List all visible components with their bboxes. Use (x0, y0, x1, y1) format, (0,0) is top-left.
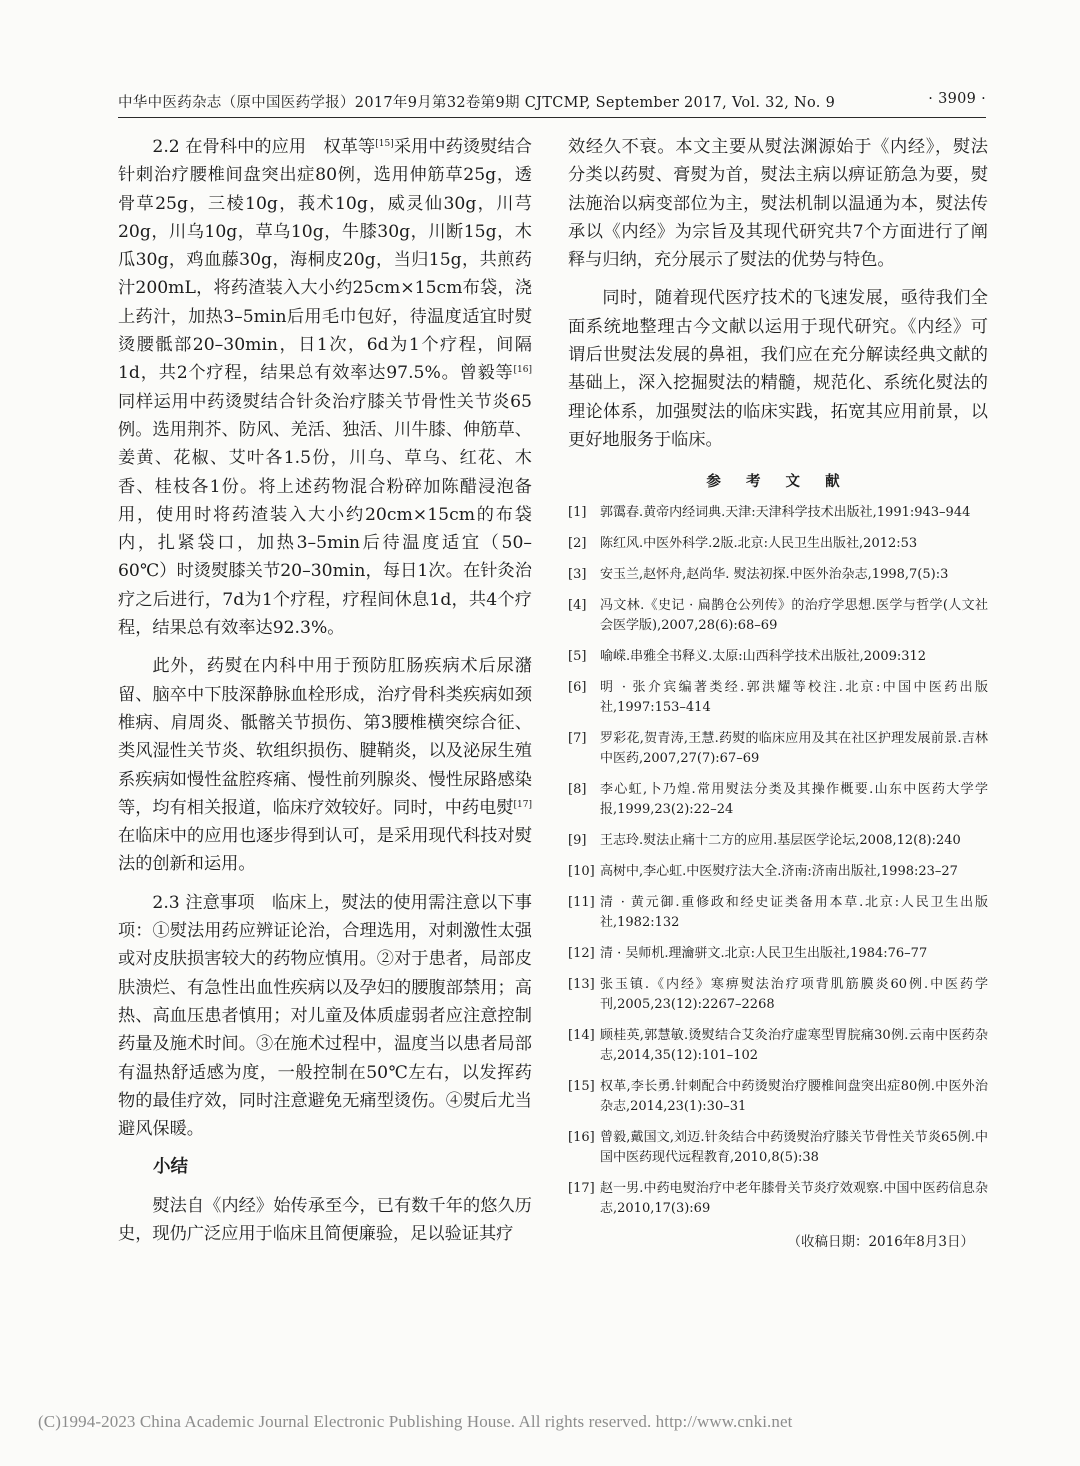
citation-link[interactable]: [17] (513, 799, 532, 810)
reference-item (568, 1077, 988, 1117)
reference-number: [10] (568, 863, 595, 879)
reference-text: 顾桂英,郭慧敏.烫熨结合艾灸治疗虚寒型胃脘痛30例.云南中医药杂志,2014,35(12):101–102 (600, 1027, 988, 1063)
reference-number: [2] (568, 535, 587, 551)
reference-text: 安玉兰,赵怀舟,赵尚华. 熨法初探.中医外治杂志,1998,7(5):3 (600, 566, 949, 582)
reference-text: 曾毅,戴国文,刘迈.针灸结合中药烫熨治疗膝关节骨性关节炎65例.中国中医药现代远程教育,2010,8(5):38 (600, 1129, 988, 1165)
citation-link[interactable]: [16] (513, 365, 532, 376)
reference-number: [3] (568, 566, 587, 582)
reference-text: 李心虹,卜乃煌.常用熨法分类及其操作概要.山东中医药大学学报,1999,23(2):22–24 (600, 781, 988, 817)
reference-list (568, 503, 988, 1219)
outlook-paragraph: 同时，随着现代医疗技术的飞速发展，亟待我们全面系统地整理古今文献以运用于现代研究。《内经》可谓后世熨法发展的鼻祖，我们应在充分解读经典文献的基础上，深入挖掘熨法的精髓，规范化、系统化熨法的理论体系，加强熨法的临床实践，拓宽其应用前景，以更好地服务于临床。 (568, 288, 988, 450)
reference-item (568, 678, 988, 718)
reference-number: [1] (568, 504, 587, 520)
journal-citation: 中华中医药杂志（原中国医药学报）2017年9月第32卷第9期 CJTCMP, September 2017, Vol. 32, No. 9 (118, 95, 836, 111)
reference-item (568, 503, 988, 523)
reference-text: 清 · 吴师机.理瀹骈文.北京:人民卫生出版社,1984:76–77 (600, 945, 928, 961)
reference-text: 高树中,李心虹.中医熨疗法大全.济南:济南出版社,1998:23–27 (600, 863, 958, 879)
citation-link[interactable]: [15] (375, 139, 394, 149)
reference-text: 陈红风.中医外科学.2版.北京:人民卫生出版社,2012:53 (600, 535, 918, 551)
reference-item (568, 831, 988, 851)
summary-paragraph: 熨法自《内经》始传承至今，已有数千年的悠久历史，现仍广泛应用于临床且简便廉验，足以验证其疗 (118, 1195, 532, 1244)
section-2-2-paragraph: 2.2 在骨科中的应用 权革等[15]采用中药烫熨结合针刺治疗腰椎间盘突出症80例，选用伸筋草25g，透骨草25g，三棱10g，莪术10g，威灵仙30g，川芎20g，川乌10g，草乌10g，牛膝30g，川断15g，木瓜30g，鸡血藤30g，海桐皮20g，当归15g，共煎药汁200mL，将药渣装入大小约25cm×15cm布袋，浇上药汁，加热3–5min后用毛巾包好，待温度适宜时熨烫腰骶部20–30min，日1次，6d为1个疗程，间隔1d，共2个疗程，结果总有效率达97.5%。曾毅等[16]同样运用中药烫熨结合针灸治疗膝关节骨性关节炎65例。选用荆芥、防风、羌活、独活、川牛膝、伸筋草、姜黄、花椒、艾叶各1.5份，川乌、草乌、红花、木香、桂枝各1份。将上述药物混合粉碎加陈醋浸泡备用，使用时将药渣装入大小约20cm×15cm的布袋内，扎紧袋口，加热3–5min后待温度适宜（50–60℃）时烫熨膝关节20–30min，每日1次。在针灸治疗之后进行，7d为1个疗程，疗程间休息1d，共4个疗程，结果总有效率达92.3%。 (118, 137, 532, 639)
reference-item (568, 780, 988, 820)
reference-text: 权革,李长勇.针刺配合中药烫熨治疗腰椎间盘突出症80例.中医外治杂志,2014,23(1):30–31 (600, 1078, 988, 1114)
right-column (568, 133, 988, 1256)
reference-number: [5] (568, 648, 587, 664)
reference-text: 清 · 黄元御.重修政和经史证类备用本草.北京:人民卫生出版社,1982:132 (600, 894, 988, 930)
received-date: （收稿日期：2016年8月3日） (787, 1233, 974, 1250)
reference-number: [12] (568, 945, 595, 961)
reference-item (568, 565, 988, 585)
reference-text: 张玉镇.《内经》寒痹熨法治疗项背肌筋膜炎60例.中医药学刊,2005,23(12):2267–2268 (600, 976, 988, 1012)
reference-number: [6] (568, 679, 587, 695)
reference-item (568, 647, 988, 667)
reference-item (568, 1128, 988, 1168)
reference-item (568, 1179, 988, 1219)
reference-text: 赵一男.中药电熨治疗中老年膝骨关节炎疗效观察.中国中医药信息杂志,2010,17(3):69 (600, 1180, 988, 1216)
reference-number: [17] (568, 1180, 595, 1196)
reference-number: [7] (568, 730, 587, 746)
reference-item (568, 893, 988, 933)
internal-medicine-paragraph: 此外，药熨在内科中用于预防肛肠疾病术后尿潴留、脑卒中下肢深静脉血栓形成，治疗骨科类疾病如颈椎病、肩周炎、骶髂关节损伤、第3腰椎横突综合征、类风湿性关节炎、软组织损伤、腱鞘炎，以及泌尿生殖系疾病如慢性盆腔疼痛、慢性前列腺炎、慢性尿路感染等，均有相关报道，临床疗效较好。同时，中药电熨[17]在临床中的应用也逐步得到认可，是采用现代科技对熨法的创新和运用。 (118, 656, 532, 875)
summary-heading: 小结 (153, 1157, 188, 1178)
reference-number: [11] (568, 894, 595, 910)
reference-number: [15] (568, 1078, 595, 1094)
reference-number: [9] (568, 832, 587, 848)
reference-text: 喻嵘.串雅全书释义.太原:山西科学技术出版社,2009:312 (600, 648, 927, 664)
left-column (118, 133, 532, 1248)
reference-text: 冯文林.《史记 · 扁鹊仓公列传》的治疗学思想.医学与哲学(人文社会医学版),2007,28(6):68–69 (600, 597, 988, 633)
reference-text: 郭霭春.黄帝内经词典.天津:天津科学技术出版社,1991:943–944 (600, 504, 971, 520)
reference-number: [4] (568, 597, 587, 613)
copyright-footer: (C)1994-2023 China Academic Journal Electronic Publishing House. All rights reserved. http://www.cnki.net (38, 1412, 793, 1431)
reference-item (568, 534, 988, 554)
reference-number: [8] (568, 781, 587, 797)
reference-item (568, 596, 988, 636)
reference-number: [13] (568, 976, 595, 992)
summary-continued-paragraph: 效经久不衰。本文主要从熨法渊源始于《内经》，熨法分类以药熨、膏熨为首，熨法主病以痹证筋急为要，熨法施治以病变部位为主，熨法机制以温通为本，熨法传承以《内经》为宗旨及其现代研究共7个方面进行了阐释与归纳，充分展示了熨法的优势与特色。 (568, 137, 988, 271)
reference-text: 王志玲.熨法止痛十二方的应用.基层医学论坛,2008,12(8):240 (600, 832, 961, 848)
reference-item (568, 944, 988, 964)
references-heading: 参 考 文 献 (706, 473, 850, 491)
reference-item (568, 975, 988, 1015)
reference-number: [16] (568, 1129, 595, 1145)
header-rule (118, 117, 986, 118)
section-2-3-paragraph: 2.3 注意事项 临床上，熨法的使用需注意以下事项：①熨法用药应辨证论治，合理选用，对刺激性太强或对皮肤损害较大的药物应慎用。②对于患者，局部皮肤溃烂、有急性出血性疾病以及孕妇的腰腹部禁用；高热、高血压患者慎用；对儿童及体质虚弱者应注意控制药量及施术时间。③在施术过程中，温度当以患者局部有温热舒适感为度，一般控制在50℃左右，以发挥药物的最佳疗效，同时注意避免无痛型烫伤。④熨后尤当避风保暖。 (118, 892, 532, 1140)
reference-text: 罗彩花,贺青涛,王慧.药熨的临床应用及其在社区护理发展前景.吉林中医药,2007,27(7):67–69 (600, 730, 988, 766)
page-number: · 3909 · (928, 91, 986, 107)
reference-item (568, 862, 988, 882)
reference-number: [14] (568, 1027, 595, 1043)
reference-item (568, 1026, 988, 1066)
reference-text: 明 · 张介宾编著类经.郭洪耀等校注.北京:中国中医药出版社,1997:153–414 (600, 679, 988, 715)
reference-item (568, 729, 988, 769)
